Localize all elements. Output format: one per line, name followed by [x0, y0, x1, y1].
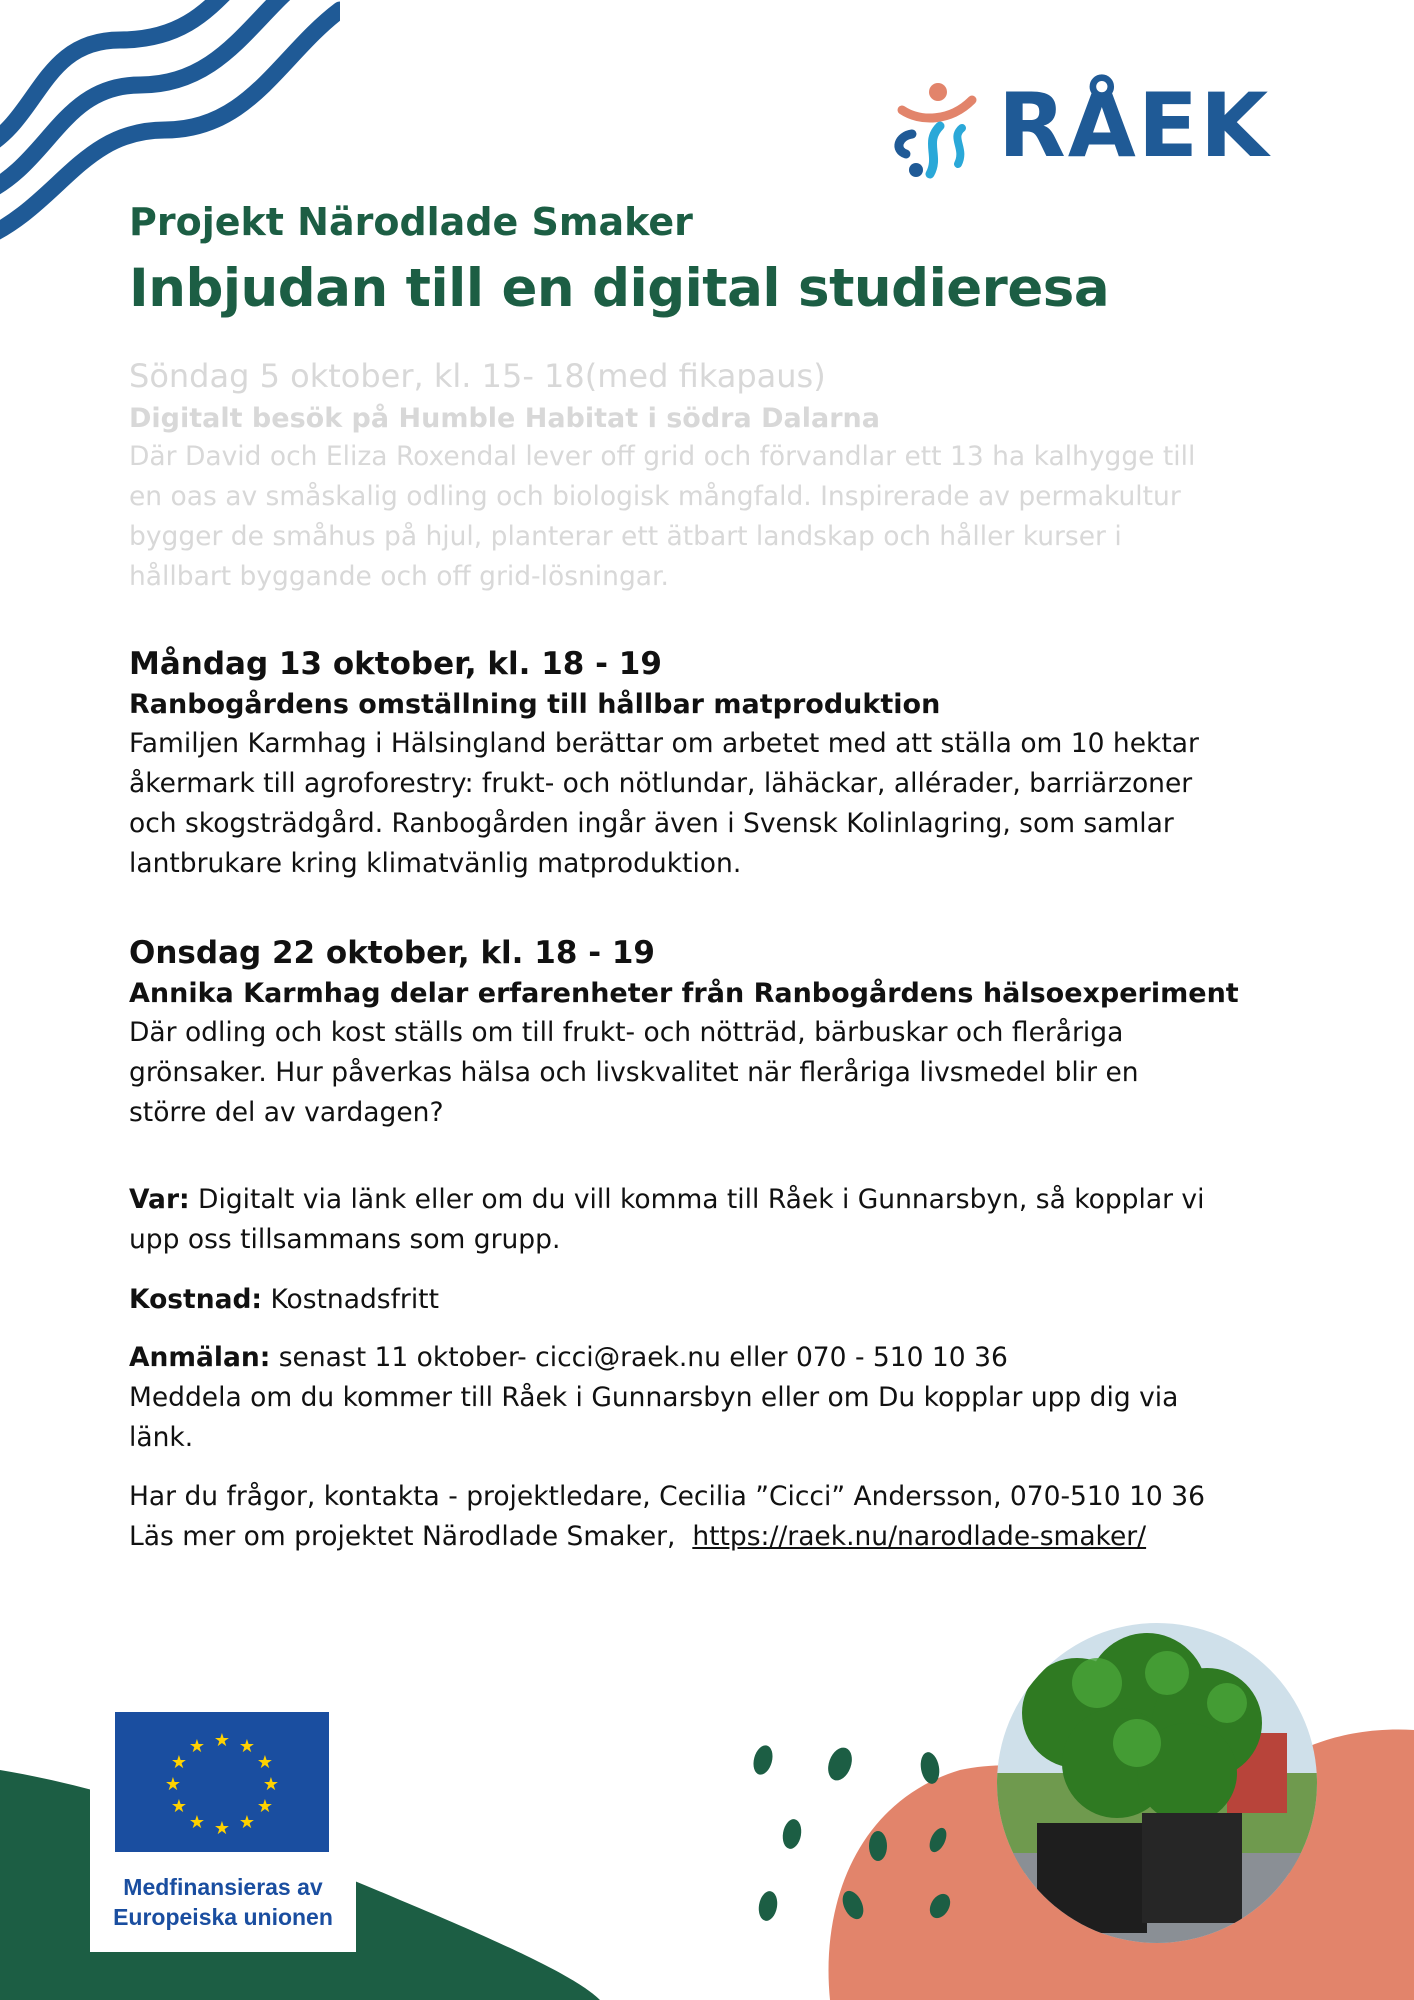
event-2 — [129, 644, 1299, 884]
project-link[interactable]: https://raek.nu/narodlade-smaker/ — [692, 1521, 1147, 1552]
info-cost — [129, 1280, 1299, 1320]
registration-label: Anmälan: — [129, 1342, 271, 1373]
svg-text:★: ★ — [188, 1736, 206, 1757]
description-line: hållbart byggande och off grid-lösningar. — [129, 561, 669, 593]
event-3 — [129, 933, 1299, 1133]
eu-caption-line: Medfinansieras av — [123, 1874, 323, 1900]
event-subtitle: Ranbogårdens omställning till hållbar matproduktion — [129, 689, 941, 721]
info-where — [129, 1180, 1299, 1260]
event-description — [129, 437, 1299, 597]
where-label: Var: — [129, 1184, 190, 1215]
event-date: Måndag 13 oktober, kl. 18 - 19 — [129, 646, 662, 682]
event-1 — [129, 356, 1299, 597]
raek-logo-icon — [880, 78, 990, 188]
description-line: grönsaker. Hur påverkas hälsa och livskvalitet när fleråriga livsmedel blir en — [129, 1057, 1139, 1089]
svg-text:★: ★ — [256, 1752, 274, 1773]
svg-text:★: ★ — [238, 1736, 256, 1757]
plant-photo — [997, 1623, 1317, 1943]
event-date: Onsdag 22 oktober, kl. 18 - 19 — [129, 935, 655, 971]
svg-text:★: ★ — [213, 1818, 231, 1839]
event-subtitle: Annika Karmhag delar erfarenheter från Ranbogårdens hälsoexperiment — [129, 978, 1239, 1010]
svg-text:★: ★ — [170, 1796, 188, 1817]
cost-label: Kostnad: — [129, 1284, 263, 1315]
description-line: Där odling och kost ställs om till frukt- och nötträd, bärbuskar och fleråriga — [129, 1017, 1124, 1049]
page-title: Inbjudan till en digital studieresa — [129, 258, 1110, 319]
description-line: lantbrukare kring klimatvänlig matproduktion. — [129, 848, 742, 880]
contact-line: Har du frågor, kontakta - projektledare, Cecilia ”Cicci” Andersson, 070-510 10 36 — [129, 1481, 1205, 1512]
event-description — [129, 1013, 1299, 1133]
svg-text:★: ★ — [256, 1796, 274, 1817]
where-value: Digitalt via länk eller om du vill komma till Råek i Gunnarsbyn, så kopplar vi — [198, 1184, 1205, 1215]
logo-wordmark: RÅEK — [998, 74, 1271, 177]
svg-text:★: ★ — [170, 1752, 188, 1773]
eu-cofunding-badge — [90, 1700, 356, 1952]
registration-note-cont: länk. — [129, 1422, 194, 1453]
event-date: Söndag 5 oktober, kl. 15- 18(med fikapaus) — [129, 357, 826, 395]
project-name: Projekt Närodlade Smaker — [129, 200, 693, 244]
registration-value: senast 11 oktober- cicci@raek.nu eller 070 - 510 10 36 — [278, 1342, 1008, 1373]
cost-value: Kostnadsfritt — [270, 1284, 439, 1315]
where-value-cont: upp oss tillsammans som grupp. — [129, 1224, 561, 1255]
raek-logo — [880, 74, 1271, 188]
svg-text:★: ★ — [238, 1812, 256, 1833]
eu-caption-line: Europeiska unionen — [113, 1904, 333, 1930]
info-contact — [129, 1477, 1299, 1557]
info-registration — [129, 1338, 1299, 1458]
registration-note: Meddela om du kommer till Råek i Gunnarsbyn eller om Du kopplar upp dig via — [129, 1382, 1179, 1413]
svg-text:★: ★ — [188, 1812, 206, 1833]
description-line: bygger de småhus på hjul, planterar ett ätbart landskap och håller kurser i — [129, 521, 1122, 553]
event-subtitle: Digitalt besök på Humble Habitat i södra Dalarna — [129, 402, 880, 434]
description-line: Där David och Eliza Roxendal lever off grid och förvandlar ett 13 ha kalhygge till — [129, 441, 1196, 473]
description-line: åkermark till agroforestry: frukt- och nötlundar, lähäckar, allérader, barriärzoner — [129, 768, 1193, 800]
description-line: en oas av småskalig odling och biologisk mångfald. Inspirerade av permakultur — [129, 481, 1181, 513]
svg-text:★: ★ — [213, 1730, 231, 1751]
description-line: större del av vardagen? — [129, 1097, 444, 1129]
event-description — [129, 724, 1299, 884]
svg-text:★: ★ — [164, 1774, 182, 1795]
eu-flag-icon — [115, 1712, 329, 1852]
readmore-text: Läs mer om projektet Närodlade Smaker, — [129, 1521, 676, 1552]
description-line: Familjen Karmhag i Hälsingland berättar om arbetet med att ställa om 10 hektar — [129, 728, 1199, 760]
description-line: och skogsträdgård. Ranbogården ingår även i Svensk Kolinlagring, som samlar — [129, 808, 1174, 840]
svg-text:★: ★ — [262, 1774, 280, 1795]
eu-caption — [90, 1872, 356, 1932]
